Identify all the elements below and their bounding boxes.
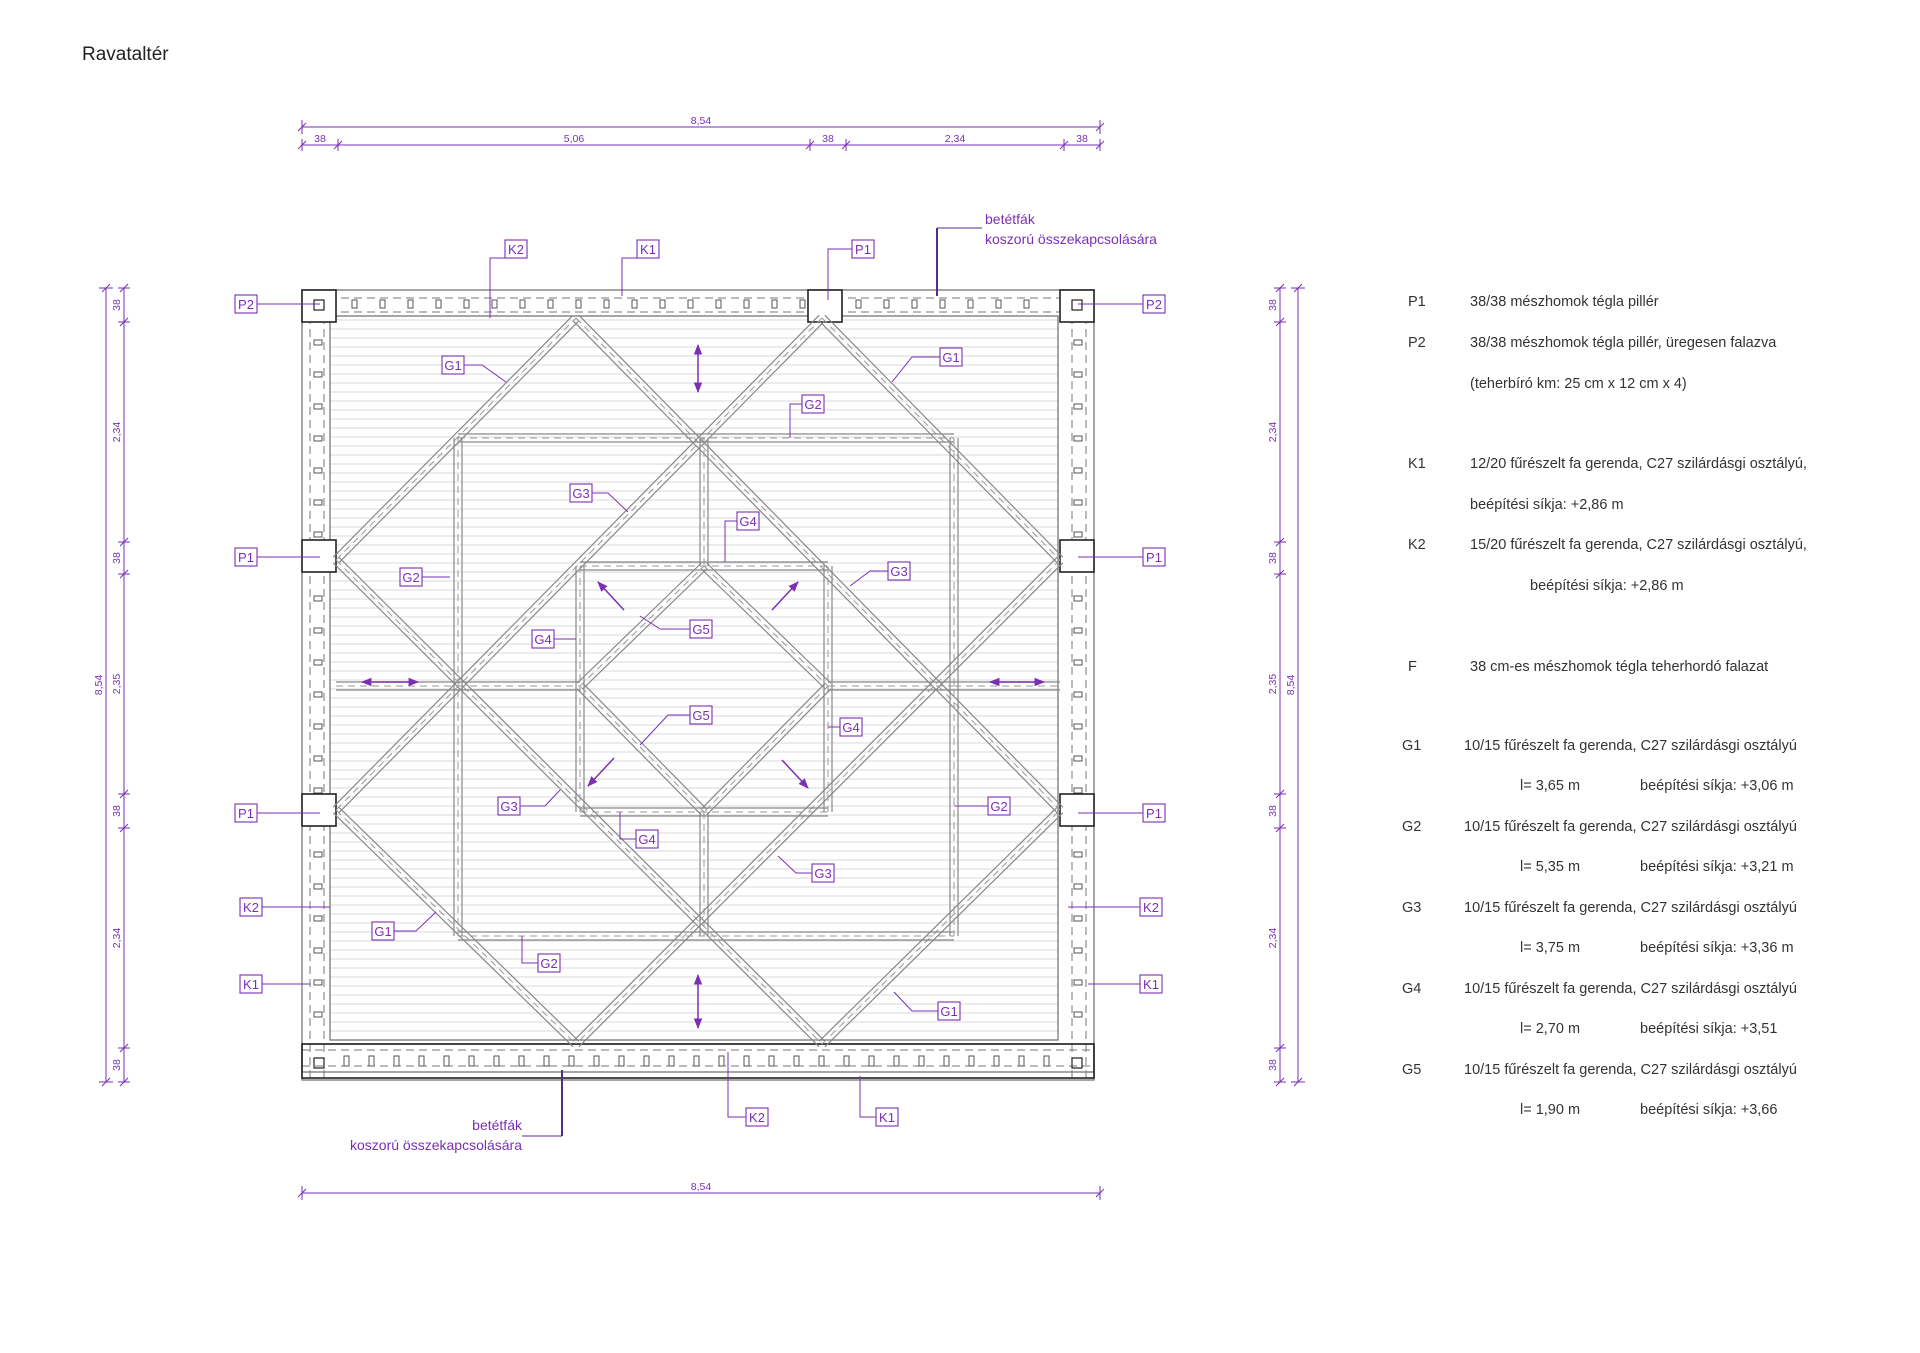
tag-g1 — [940, 348, 962, 366]
dim-right-seg: 2,34 — [1267, 421, 1279, 443]
svg-text:K2: K2 — [243, 900, 259, 915]
dim-right-seg: 2,35 — [1267, 673, 1279, 695]
svg-text:P2: P2 — [1146, 297, 1162, 312]
dim-right-seg: 38 — [1267, 299, 1279, 311]
tag-k2 — [240, 898, 262, 916]
svg-text:P2: P2 — [238, 297, 254, 312]
tag-g4 — [840, 718, 862, 736]
tag-g5 — [690, 706, 712, 724]
tag-g5 — [690, 620, 712, 638]
perimeter-dashes — [302, 290, 1094, 1080]
svg-text:K1: K1 — [243, 977, 259, 992]
svg-text:P1: P1 — [1146, 550, 1162, 565]
pillar-p1-left-upper — [302, 540, 336, 572]
dim-left-total: 8,54 — [93, 674, 105, 696]
tag-k2 — [505, 240, 527, 258]
pillar-p1-right-upper — [1060, 540, 1094, 572]
svg-text:G3: G3 — [814, 866, 832, 881]
dim-left-seg: 38 — [111, 805, 123, 817]
tag-g4 — [636, 830, 658, 848]
svg-text:G3: G3 — [890, 564, 908, 579]
tag-k1 — [876, 1108, 898, 1126]
beam — [458, 932, 954, 940]
tag-g4 — [532, 630, 554, 648]
page-title: Ravataltér — [82, 44, 169, 65]
svg-text:G1: G1 — [940, 1004, 958, 1019]
tag-p1 — [1143, 804, 1165, 822]
insert-callout-bottom — [350, 1070, 562, 1153]
svg-text:G3: G3 — [500, 799, 518, 814]
beam — [577, 683, 710, 815]
insert-callout-top — [937, 211, 1157, 296]
svg-text:G1: G1 — [374, 924, 392, 939]
svg-text:P1: P1 — [238, 550, 254, 565]
svg-text:G2: G2 — [540, 956, 558, 971]
beam — [701, 683, 831, 815]
timber-beams — [333, 315, 1063, 1047]
dim-left-seg: 2,35 — [111, 673, 123, 695]
dim-left-seg: 38 — [111, 1059, 123, 1071]
svg-text:G3: G3 — [572, 486, 590, 501]
svg-text:G2: G2 — [990, 799, 1008, 814]
svg-text:K2: K2 — [1143, 900, 1159, 915]
dim-top-total: 8,54 — [690, 115, 712, 127]
pillar-p2-top-right — [1060, 290, 1094, 322]
tag-p1 — [852, 240, 874, 258]
dim-top-seg: 2,34 — [944, 133, 966, 145]
insert-note-top-line2: koszorú összekapcsolására — [985, 231, 1157, 247]
tag-k2 — [1140, 898, 1162, 916]
dim-right-seg: 38 — [1267, 552, 1279, 564]
tag-g2 — [538, 954, 560, 972]
svg-text:K1: K1 — [879, 1110, 895, 1125]
insert-blocks — [314, 300, 1082, 1066]
svg-text:K2: K2 — [749, 1110, 765, 1125]
tag-g2 — [400, 568, 422, 586]
dim-left-seg: 2,34 — [111, 927, 123, 949]
tag-g1 — [372, 922, 394, 940]
beam — [333, 807, 579, 1047]
beam — [333, 315, 579, 563]
element-tags — [235, 240, 1165, 1126]
tag-g3 — [498, 797, 520, 815]
svg-text:G1: G1 — [942, 350, 960, 365]
dim-left-seg: 2,34 — [111, 421, 123, 443]
beam — [950, 438, 958, 936]
tag-g2 — [802, 395, 824, 413]
pillars — [302, 290, 1094, 1078]
tag-p2 — [1143, 295, 1165, 313]
beam — [333, 315, 825, 813]
dim-left-seg: 38 — [111, 299, 123, 311]
svg-text:G2: G2 — [804, 397, 822, 412]
svg-text:P1: P1 — [855, 242, 871, 257]
svg-text:G4: G4 — [638, 832, 656, 847]
tag-p2 — [235, 295, 257, 313]
dim-top-seg: 38 — [314, 133, 326, 145]
dim-bottom-total: 8,54 — [690, 1181, 712, 1193]
dimension-lines — [99, 120, 1305, 1200]
tag-g3 — [570, 484, 592, 502]
insert-note-bottom-line1: betétfák — [472, 1117, 522, 1133]
tag-g2 — [988, 797, 1010, 815]
svg-text:K1: K1 — [640, 242, 656, 257]
tag-k1 — [1140, 975, 1162, 993]
dim-left-seg: 38 — [111, 552, 123, 564]
tag-k1 — [637, 240, 659, 258]
insert-note-bottom-line2: koszorú összekapcsolására — [350, 1137, 522, 1153]
svg-text:P1: P1 — [1146, 806, 1162, 821]
tag-leaders — [257, 249, 1143, 1117]
tag-p1 — [235, 548, 257, 566]
svg-text:G4: G4 — [842, 720, 860, 735]
tag-k1 — [240, 975, 262, 993]
svg-text:G1: G1 — [444, 358, 462, 373]
dim-top-seg: 5,06 — [563, 133, 585, 145]
tag-g3 — [812, 864, 834, 882]
svg-text:P1: P1 — [238, 806, 254, 821]
pillar-p1-right-lower — [1060, 794, 1094, 826]
dim-right-seg: 2,34 — [1267, 927, 1279, 949]
dim-right-seg: 38 — [1267, 1059, 1279, 1071]
dim-right-seg: 38 — [1267, 805, 1279, 817]
svg-text:G5: G5 — [692, 708, 710, 723]
tag-k2 — [746, 1108, 768, 1126]
tag-p1 — [1143, 548, 1165, 566]
pillar-p2-top-left — [302, 290, 336, 322]
pillar-p1-top-middle — [808, 290, 842, 322]
tag-p1 — [235, 804, 257, 822]
svg-text:G5: G5 — [692, 622, 710, 637]
svg-text:K2: K2 — [508, 242, 524, 257]
dim-top-seg: 38 — [1076, 133, 1088, 145]
insert-note-top-line1: betétfák — [985, 211, 1035, 227]
svg-text:G4: G4 — [739, 514, 757, 529]
dim-right-total: 8,54 — [1285, 674, 1297, 696]
svg-text:K1: K1 — [1143, 977, 1159, 992]
perimeter-beams — [302, 290, 1094, 1080]
tag-g1 — [938, 1002, 960, 1020]
pillar-p1-left-lower — [302, 794, 336, 826]
beam — [333, 557, 825, 1047]
svg-text:G4: G4 — [534, 632, 552, 647]
dim-top-seg: 38 — [822, 133, 834, 145]
tag-g4 — [737, 512, 759, 530]
tag-g1 — [442, 356, 464, 374]
tag-g3 — [888, 562, 910, 580]
svg-text:G2: G2 — [402, 570, 420, 585]
